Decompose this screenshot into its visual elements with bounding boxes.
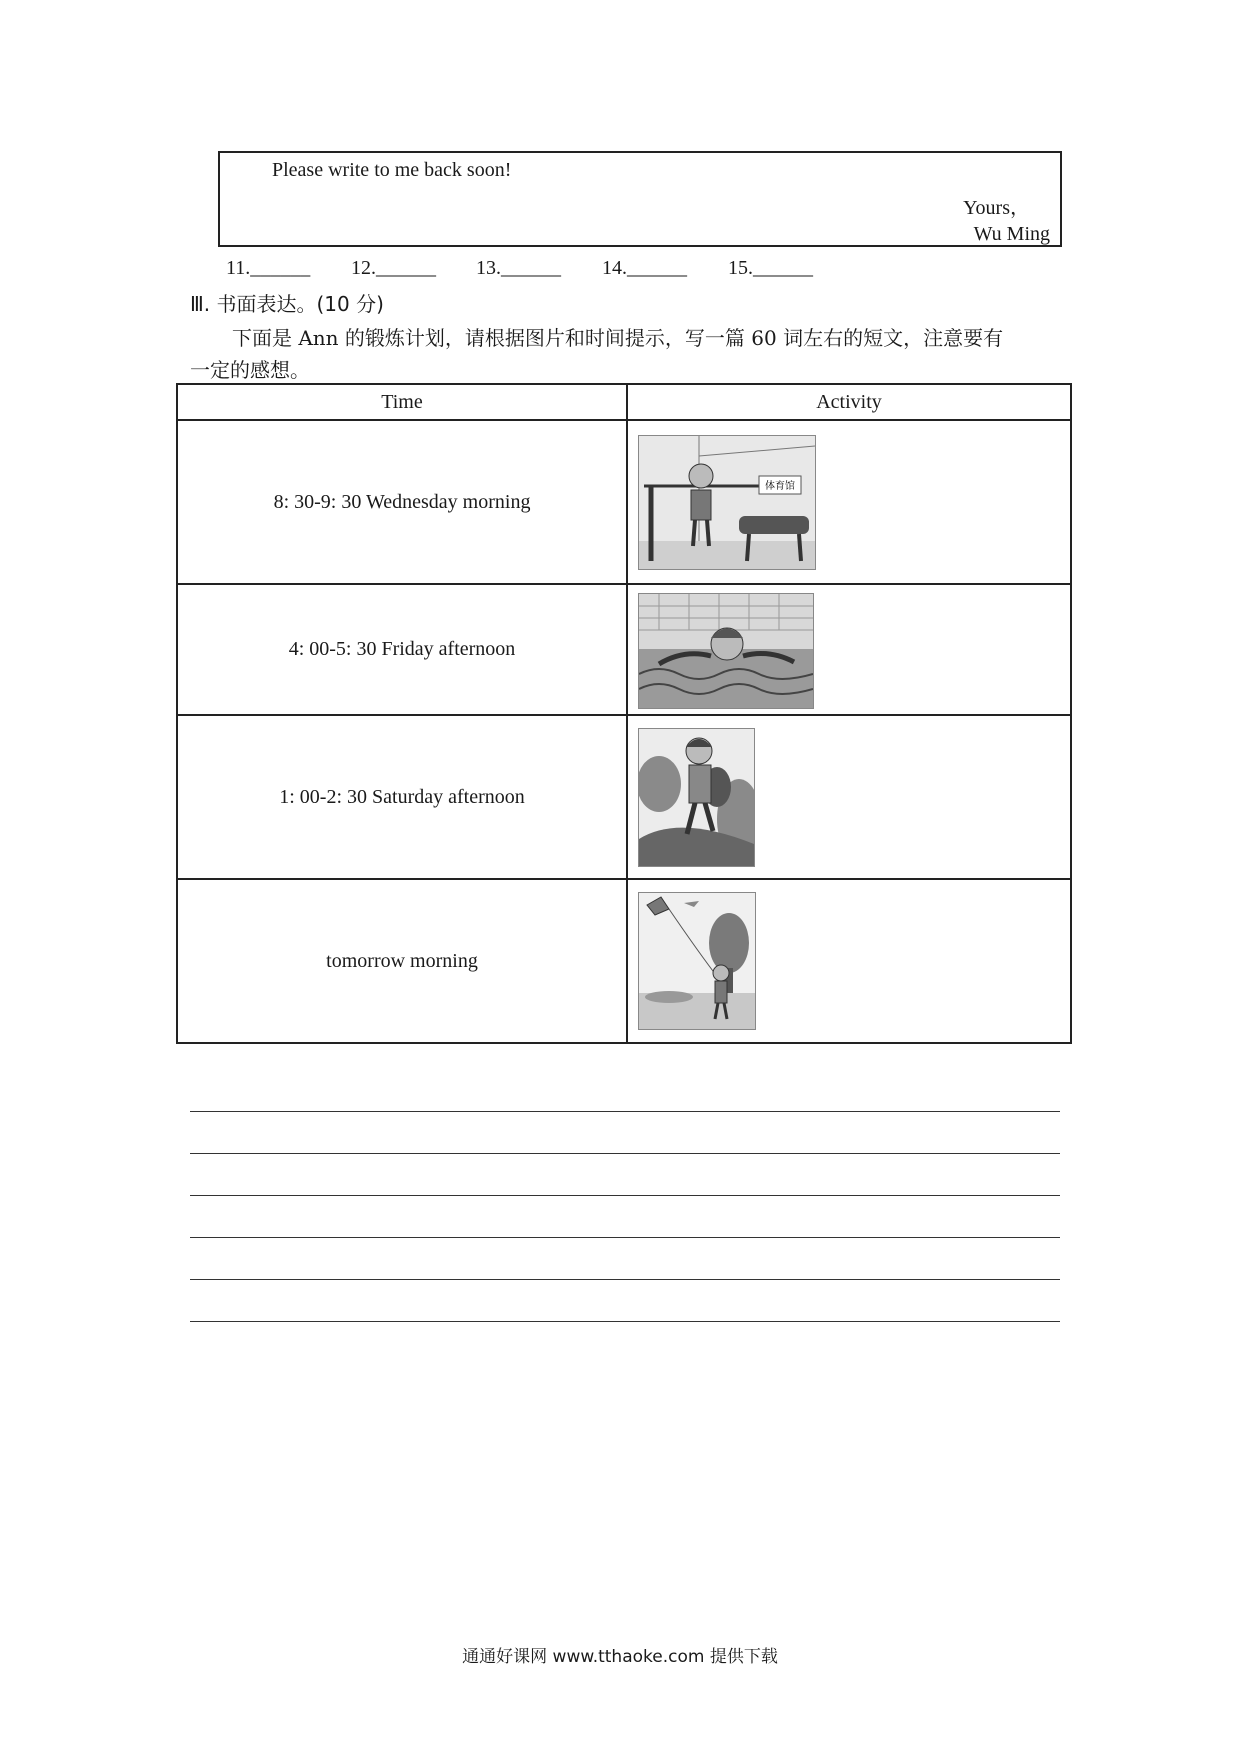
- answer-blank-15[interactable]: 15.______: [728, 257, 813, 279]
- letter-closing-line: Please write to me back soon!: [272, 159, 512, 181]
- writing-line[interactable]: [190, 1153, 1060, 1154]
- table-row: [177, 420, 1071, 584]
- answer-blank-12[interactable]: 12.______: [351, 257, 436, 279]
- time-cell: 1: 00-2: 30 Saturday afternoon: [177, 715, 627, 879]
- writing-line[interactable]: [190, 1111, 1060, 1112]
- page-footer: 通通好课网 www.tthaoke.com 提供下载: [462, 1647, 778, 1667]
- time-cell: 8: 30-9: 30 Wednesday morning: [177, 420, 627, 584]
- writing-line[interactable]: [190, 1279, 1060, 1280]
- exercise-plan-table: [176, 383, 1072, 1044]
- writing-line[interactable]: [190, 1195, 1060, 1196]
- swimming-picture: [638, 593, 814, 709]
- time-cell: tomorrow morning: [177, 879, 627, 1043]
- hiking-picture: [638, 728, 755, 867]
- table-row: [177, 879, 1071, 1043]
- header-time: Time: [177, 384, 627, 420]
- section-title: Ⅲ. 书面表达。(10 分): [190, 292, 384, 316]
- instruction-line-2: 一定的感想。: [190, 358, 310, 382]
- letter-sign-off: Yours，: [963, 197, 1030, 219]
- table-row: [177, 584, 1071, 715]
- time-cell: 4: 00-5: 30 Friday afternoon: [177, 584, 627, 715]
- gym-sign-text: 体育馆: [765, 481, 795, 492]
- table-row: [177, 715, 1071, 879]
- writing-line[interactable]: [190, 1237, 1060, 1238]
- letter-box: [218, 151, 1062, 247]
- header-activity: Activity: [627, 384, 1071, 420]
- table-header-row: [177, 384, 1071, 420]
- activity-cell: [627, 584, 1071, 715]
- kite-flying-picture: [638, 892, 756, 1030]
- activity-cell: [627, 420, 1071, 584]
- instruction-line-1: 下面是 Ann 的锻炼计划，请根据图片和时间提示，写一篇 60 词左右的短文，注意要有: [232, 326, 1004, 350]
- activity-cell: [627, 879, 1071, 1043]
- answer-blank-14[interactable]: 14.______: [602, 257, 687, 279]
- letter-signature: Wu Ming: [973, 223, 1050, 245]
- writing-line[interactable]: [190, 1321, 1060, 1322]
- activity-cell: [627, 715, 1071, 879]
- answer-blank-13[interactable]: 13.______: [476, 257, 561, 279]
- answer-blank-11[interactable]: 11.______: [226, 257, 311, 279]
- gymnastics-picture: [638, 435, 816, 570]
